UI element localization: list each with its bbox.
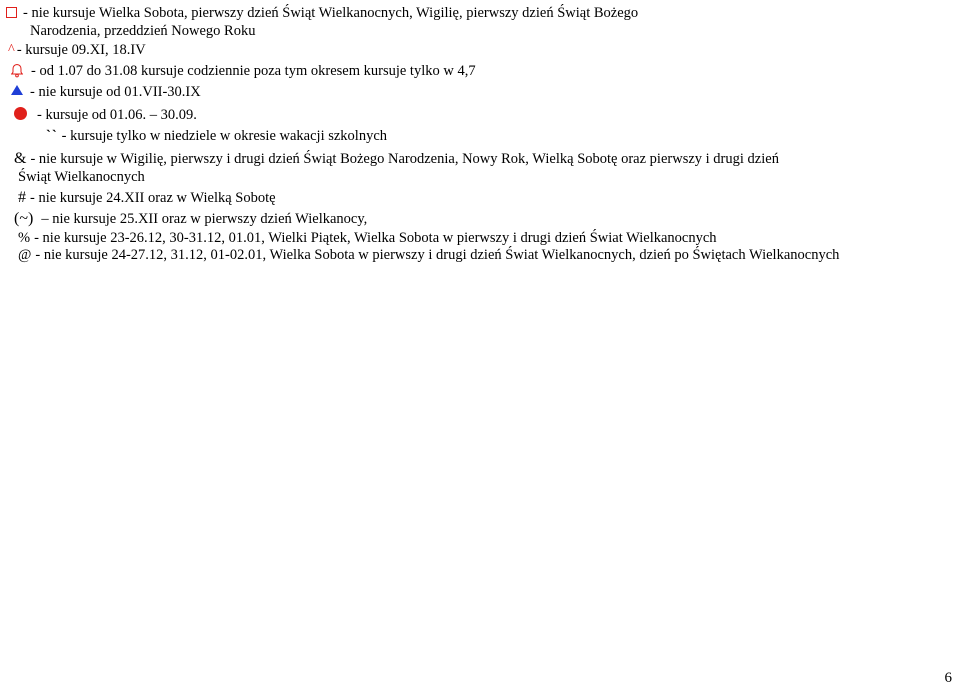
legend-item-square (6, 4, 638, 22)
caret-icon: ^ (8, 42, 15, 58)
legend-text: - kursuje tylko w niedziele w okresie wakacji szkolnych (61, 128, 388, 144)
legend-text: - nie kursuje w Wigilię, pierwszy i drugi dzień Świąt Bożego Narodzenia, Nowy Rok, Wielką Sobotę oraz pierwszy i drugi dzień (30, 151, 779, 167)
hash-icon: # (18, 189, 26, 206)
bell-icon (9, 62, 25, 78)
legend-item-hash (18, 189, 276, 207)
legend-item-percent (18, 229, 717, 247)
red-dot-icon (14, 107, 27, 120)
red-square-icon (6, 7, 17, 18)
legend-text: - od 1.07 do 31.08 kursuje codziennie poza tym okresem kursuje tylko w 4,7 (31, 63, 476, 79)
legend-text: - kursuje 09.XI, 18.IV (16, 42, 146, 58)
legend-text: Świąt Wielkanocnych (18, 169, 145, 185)
legend-item-dot (14, 106, 197, 124)
legend-item-double-tick (46, 127, 387, 145)
legend-text: - nie kursuje 24-27.12, 31.12, 01-02.01, Wielka Sobota w pierwszy i drugi dzień Świat Wielkanocnych, dzień po Świętach Wielkanocnych (35, 247, 840, 263)
legend-item-triangle (11, 83, 201, 101)
legend-item-at (18, 246, 839, 264)
legend-item-square-cont (30, 22, 255, 40)
legend-text: - nie kursuje 23-26.12, 30-31.12, 01.01, Wielki Piątek, Wielka Sobota w pierwszy i drugi dzień Świat Wielkanocnych (34, 230, 717, 246)
legend-item-ampersand-cont (18, 168, 145, 186)
double-tick-icon: `` (46, 128, 58, 144)
tilde-icon: (~) (14, 210, 34, 227)
legend-text: – nie kursuje 25.XII oraz w pierwszy dzień Wielkanocy, (41, 211, 368, 227)
legend-text: - nie kursuje Wielka Sobota, pierwszy dzień Świąt Wielkanocnych, Wigilię, pierwszy dzień Świąt Bożego (23, 5, 639, 21)
percent-icon: % (18, 230, 31, 246)
at-icon: @ (18, 247, 32, 263)
legend-item-bell (9, 62, 476, 80)
legend-text: Narodzenia, przeddzień Nowego Roku (30, 23, 256, 39)
legend-item-tilde (14, 210, 367, 228)
legend-text: - nie kursuje od 01.VII-30.IX (30, 84, 201, 100)
blue-triangle-icon (11, 85, 23, 95)
ampersand-icon: & (14, 150, 27, 167)
legend-text: - kursuje od 01.06. – 30.09. (37, 107, 197, 123)
legend-item-caret (8, 41, 146, 59)
legend-item-ampersand (14, 150, 779, 168)
legend-text: - nie kursuje 24.XII oraz w Wielką Sobotę (30, 190, 276, 206)
page-number: 6 (944, 670, 952, 686)
